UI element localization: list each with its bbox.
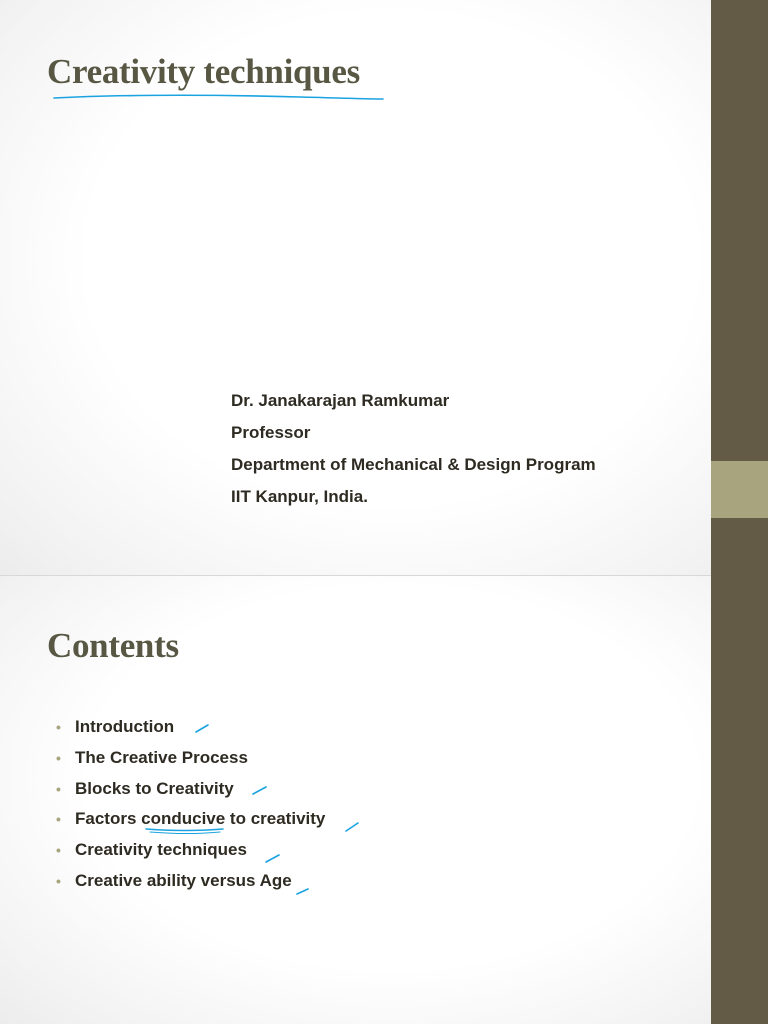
list-item-label: Blocks to Creativity	[75, 778, 234, 798]
check-mark-factors	[346, 823, 358, 831]
author-department: Department of Mechanical & Design Program	[231, 455, 596, 474]
slide-2-title: Contents	[47, 626, 179, 665]
bullet-icon: •	[56, 842, 61, 859]
list-item	[56, 774, 325, 805]
author-name: Dr. Janakarajan Ramkumar	[231, 391, 450, 410]
author-institute: IIT Kanpur, India.	[231, 487, 368, 506]
contents-list	[56, 712, 325, 897]
slide-1-title: Creativity techniques	[47, 52, 360, 91]
list-item	[56, 712, 325, 743]
author-position: Professor	[231, 423, 311, 442]
list-item-label: Introduction	[75, 717, 175, 736]
list-item-label: Factors conducive to creativity	[75, 809, 326, 829]
list-item	[56, 743, 325, 774]
list-item-label: The Creative Process	[75, 747, 248, 767]
bullet-icon: •	[56, 872, 61, 889]
slide-2-contents	[0, 576, 711, 1024]
author-info	[231, 385, 596, 513]
sidebar-accent-block	[711, 461, 768, 518]
slide-theme-sidebar	[711, 0, 768, 1024]
list-item-label: Creativity techniques	[75, 840, 247, 860]
list-item-label: Creative ability versus Age	[75, 870, 292, 890]
bullet-icon: •	[56, 749, 61, 766]
list-item	[56, 866, 325, 897]
bullet-icon: •	[56, 811, 61, 828]
list-item	[56, 835, 325, 866]
bullet-icon: •	[56, 719, 61, 735]
list-item	[56, 804, 325, 835]
bullet-icon: •	[56, 780, 61, 797]
